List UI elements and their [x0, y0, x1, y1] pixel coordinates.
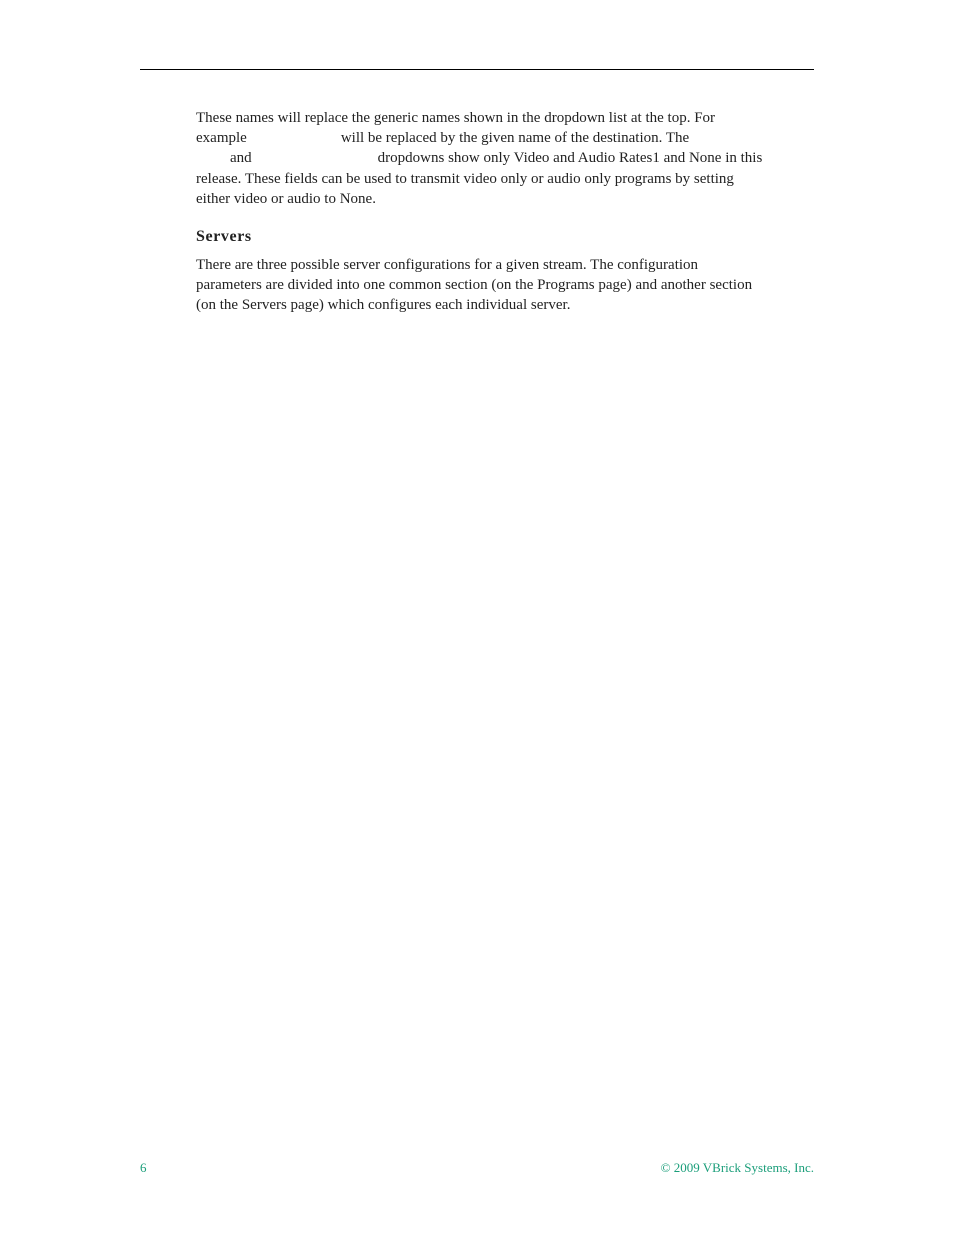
- page-content: [196, 108, 816, 316]
- servers-line-2: parameters are divided into one common section (on the Programs page) and another section: [196, 277, 753, 294]
- intro-line-2-start: example: [196, 130, 247, 147]
- intro-line-2-end: will be replaced by the given name of the destination. The: [340, 130, 690, 147]
- intro-line-3-end: dropdowns show only Video and Audio Rates1 and None in this: [377, 150, 763, 167]
- intro-line-3-start: and: [230, 150, 252, 167]
- servers-heading: Servers: [196, 227, 252, 245]
- intro-paragraph: [196, 108, 816, 209]
- intro-line-4: release. These fields can be used to transmit video only or audio only programs by setting: [196, 170, 734, 187]
- header-rule: [140, 69, 814, 70]
- copyright-notice: © 2009 VBrick Systems, Inc.: [660, 1160, 814, 1175]
- page-number: 6: [140, 1160, 147, 1175]
- servers-paragraph: [196, 255, 816, 316]
- intro-line-2: [196, 128, 816, 148]
- servers-line-1: There are three possible server configurations for a given stream. The configuration: [196, 256, 699, 273]
- intro-line-1: These names will replace the generic names shown in the dropdown list at the top. For: [196, 110, 716, 126]
- servers-line-3: (on the Servers page) which configures each individual server.: [196, 297, 571, 314]
- intro-line-5: either video or audio to None.: [196, 190, 376, 207]
- intro-line-3: [196, 148, 816, 168]
